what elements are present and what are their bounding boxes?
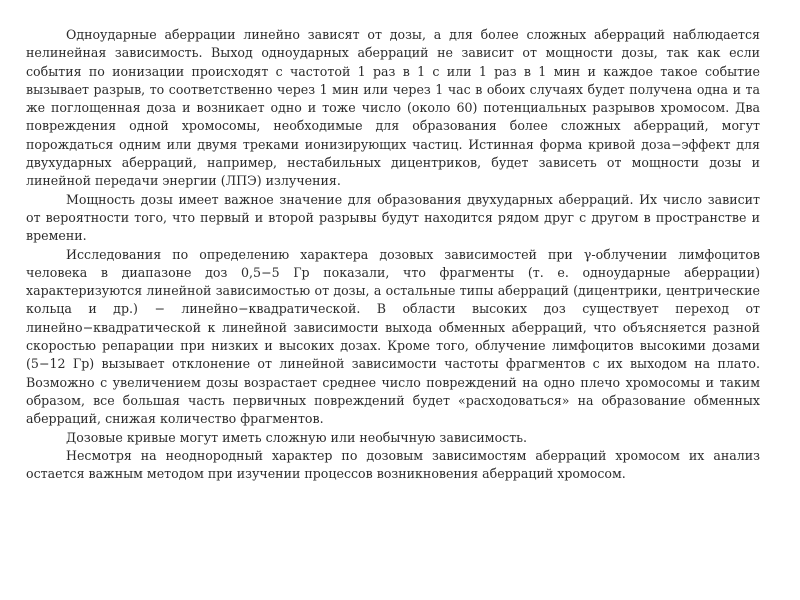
paragraph-dose-rate: Мощность дозы имеет важное значение для образования двухударных аберраций. Их число зависит от вероятности того, что первый и второй разрывы будут находится рядом друг с другом в пространстве и времени. <box>26 191 760 244</box>
paragraph-conclusion: Несмотря на неоднородный характер по дозовым зависимостям аберраций хромосом их анализ остается важным методом при изучении процессов возникновения аберраций хромосом. <box>26 447 760 482</box>
paragraph-dose-curves: Дозовые кривые могут иметь сложную или необычную зависимость. <box>66 429 528 445</box>
document-page <box>26 26 760 483</box>
paragraph-single-hit-aberrations: Одноударные аберрации линейно зависят от дозы, а для более сложных аберраций наблюдается нелинейная зависимость. Выход одноударных аберраций не зависит от мощности дозы, так как если события по ионизации происходят с частотой 1 раз в 1 с или 1 раз в 1 мин и каждое такое событие вызывает разрыв, то соответственно через 1 мин или через 1 час в обоих случаях будет получена одна и та же поглощенная доза и возникает одно и тоже число (около 60) потенциальных разрывов хромосом. Два повреждения одной хромосомы, необходимые для образования более сложных аберраций, могут порождаться одним или двумя треками ионизирующих частиц. Истинная форма кривой доза−эффект для двухударных аберраций, например, нестабильных дицентриков, будет зависеть от мощности дозы и линейной передачи энергии (ЛПЭ) излучения. <box>26 27 760 189</box>
paragraph-dose-dependence-studies: Исследования по определению характера дозовых зависимостей при γ-облучении лимфоцитов человека в диапазоне доз 0,5−5 Гр показали, что фрагменты (т. е. одноударные аберрации) характеризуются линейной зависимостью от дозы, а остальные типы аберраций (дицентрики, центрические кольца и др.) − линейно−квадратической. В области высоких доз существует переход от линейно−квадратической к линейной зависимости выхода обменных аберраций, что объясняется разной скоростью репарации при низких и высоких дозах. Кроме того, облучение лимфоцитов высокими дозами (5−12 Гр) вызывает отклонение от линейной зависимости частоты фрагментов с их выходом на плато. Возможно с увеличением дозы возрастает среднее число повреждений на одно плечо хромосомы и таким образом, все большая часть первичных повреждений будет «расходоваться» на образование обменных аберраций, снижая количество фрагментов. <box>26 246 760 427</box>
